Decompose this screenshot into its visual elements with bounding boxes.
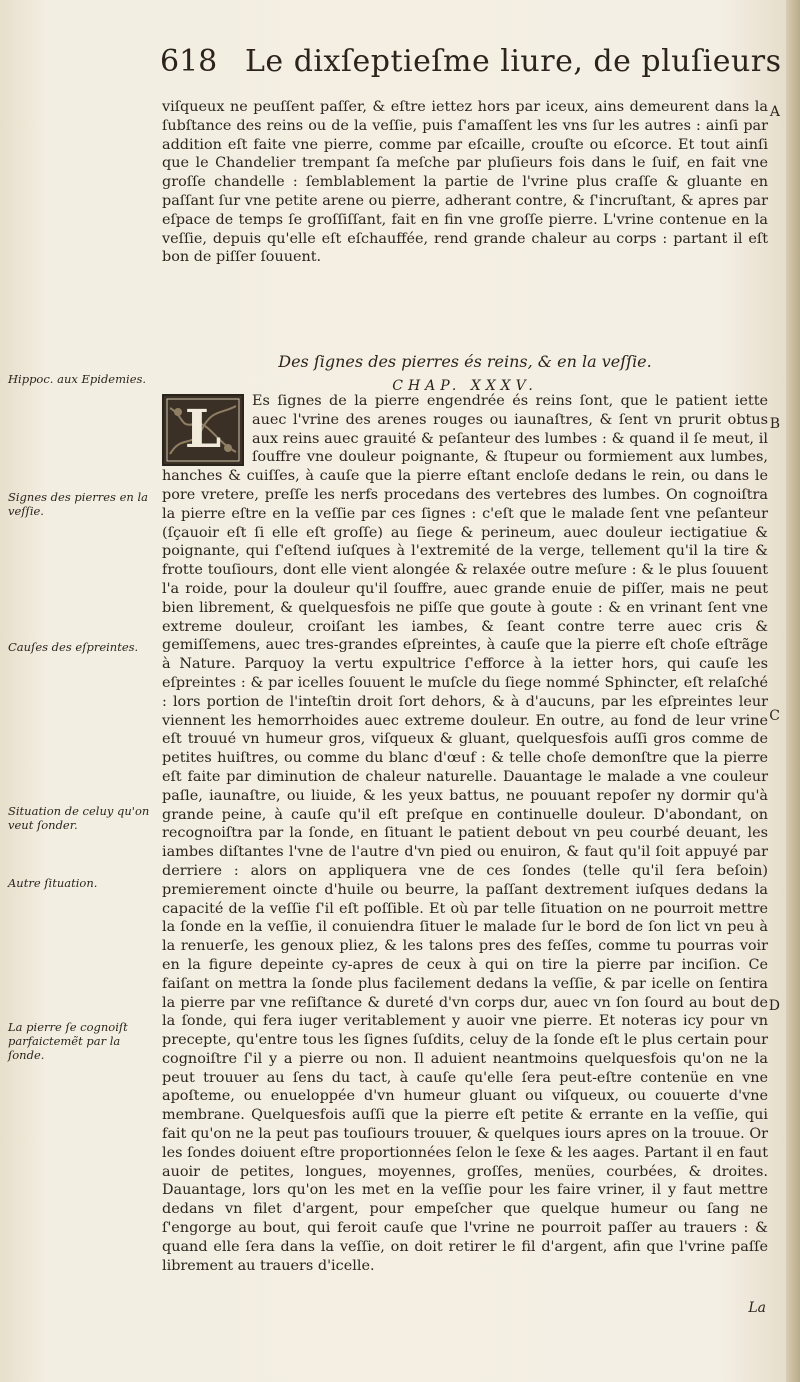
page-edge (786, 0, 800, 1382)
chapter-number: CHAP. XXXV. (392, 378, 538, 394)
running-title: Le dixſeptieſme liure, de pluſieurs (245, 44, 782, 79)
margin-note-signes: Signes des pierres en la veſſie. (8, 490, 149, 518)
paragraph-main-text: Es ſignes de la pierre engendrée és reins ſont, que le patient iette auec l'vrine des arenes rouges ou iaunaſtres, & ſent vn prurit obtus aux reins auec grauité & peſanteur des lumbes : & quand il ſe meut, il ſouffre vne douleur poignante, & ſtupeur ou formiement aux lumbes, hanches & cuiſſes, à cauſe que la pierre eſtant encloſe dedans le rein, ou dans le pore vretere, preſſe les nerfs procedans des vertebres des lumbes. On cognoiſtra la pierre eſtre en la veſſie par ces ſignes : c'eſt que le malade ſent vne peſanteur (ſçauoir eſt ſi elle eſt groſſe) au ſiege & perineum, auec douleur iectigatiue & poignante, qui ſ'eſtend iuſques à l'extremité de la verge, tellement qu'il la tire & frotte touſiours, dont elle vient alongée & relaxée outre meſure : & le plus ſouuent l'a roide, pour la douleur qu'il ſouffre, auec grande enuie de piſſer, mais ne peut bien librement, & quelquesfois ne piſſe que goute à goute : & en vrinant ſent vne extreme douleur, croiſant les iambes, & ſeant contre terre auec cris & gemiſſemens, auec tres-grandes eſpreintes, à cauſe que la pierre eſt choſe eſtrãge à Nature. Parquoy la vertu expultrice ſ'efforce à la ietter hors, qui cauſe les eſpreintes : & par icelles ſouuent le muſcle du ſiege nommé Sphincter, eſt relaſché : lors portion de l'inteſtin droit ſort dehors, & à d'aucuns, par les eſpreintes leur viennent les hemorrhoides auec extreme douleur. En outre, au fond de leur vrine eſt trouué vn humeur gros, viſqueux & gluant, quelquesfois auſſi gros comme de petites huiſtres, ou comme du blanc d'œuf : & telle choſe demonſtre que la pierre eſt faite par diminution de chaleur naturelle. Dauantage le malade a vne couleur paſle, iaunaſtre, ou liuide, & les yeux battus, ne pouuant repoſer ny dormir qu'à grande peine, à cauſe qu'il eſt preſque en continuelle douleur. D'abondant, on recognoiſtra par la ſonde, en ſituant le patient debout vn peu courbé deuant, les iambes diſtantes l'vne de l'autre d'vn pied ou enuiron, & faut qu'il ſoit appuyé par derriere : alors on appliquera vne de ces ſondes (telle qu'il ſera beſoin) premierement oincte d'huile ou beurre, la paſſant dextrement iuſques dedans la capacité de la veſſie ſ'il eſt poſſible. Et où par telle ſituation on ne pourroit mettre la ſonde en la veſſie, il conuiendra ſituer le malade ſur le bord de ſon lict vn peu à la renuerſe, les genoux pliez, & les talons pres des feſſes, comme tu pourras voir en la figure depeinte cy-apres de ceux à qui on tire la pierre par inciſion. Ce faiſant on mettra la ſonde plus facilement dedans la veſſie, & par icelle on ſentira la pierre par vne reſiſtance & dureté d'vn corps dur, auec vn ſon ſourd au bout de la ſonde, qui fera iuger veritablement y auoir vne pierre. Et noteras icy pour vn precepte, qu'entre tous les ſignes ſuſdits, celuy de la ſonde eſt le plus certain pour cognoiſtre ſ'il y a pierre ou non. Il aduient neantmoins quelquesfois qu'on ne la peut trouuer au ſens du tact, à cauſe qu'elle ſera peut-eſtre contenüe en vne apoſteme, ou enueloppée d'vn humeur gluant ou viſqueux, ou couuerte d'vne membrane. Quelquesfois auſſi que la pierre eſt petite & errante en la veſſie, qui fait qu'on ne la peut pas touſiours trouuer, & quelques iours apres on la trouue. Or les ſondes doiuent eſtre proportionnées ſelon le ſexe & les aages. Partant il en faut auoir de petites, longues, moyennes, groſſes, menües, courbées, & droites. Dauantage, lors qu'on les met en la veſſie pour les faire vriner, il y faut mettre dedans vn filet d'argent, pour empeſcher que quelque humeur ou ſang ne ſ'engorge au bout, qui feroit cauſe que l'vrine ne pourroit paſſer au trauers : & quand elle ſera dans la veſſie, on doit retirer le fil d'argent, afin que l'vrine paſſe librement au trauers d'icelle. (162, 393, 768, 1274)
margin-note-autre-situation: Autre ſituation. (8, 876, 98, 890)
page-header (150, 44, 782, 90)
folio-number: 618 (160, 44, 218, 79)
dropcap-ornament (162, 394, 244, 466)
paragraph-main (162, 392, 768, 1275)
margin-note-situation: Situation de celuy qu'on veut ſonder. (8, 804, 150, 832)
side-letter-b: B (769, 416, 780, 432)
side-letter-a: A (769, 104, 780, 120)
section-title: Des ſignes des pierres és reins, & en la veſſie. (278, 352, 652, 371)
margin-note-causes: Cauſes des eſpreintes. (8, 640, 139, 654)
margin-note-sonde: La pierre ſe cognoiſt parfaictemẽt par la ſonde. (8, 1020, 128, 1062)
paragraph-top: viſqueux ne peuſſent paſſer, & eſtre iettez hors par iceux, ains demeurent dans la ſubſtance des reins ou de la veſſie, puis ſ'amaſſent les vns ſur les autres : ainſi par addition eſt faite vne pierre, comme par eſcaille, crouſte ou eſcorce. Et tout ainſi que le Chandelier trempant ſa meſche par pluſieurs fois dans le ſuif, en fait vne groſſe chandelle : ſemblablement la partie de l'vrine plus craſſe & gluante en paſſant ſur vne petite arene ou pierre, adherant contre, & ſ'incruſtant, & apres par eſpace de temps ſe groſſiſſant, fait en fin vne groſſe pierre. L'vrine contenue en la veſſie, depuis qu'elle eſt eſchauffée, rend grande chaleur au corps : partant il eſt bon de piſſer ſouuent. (162, 99, 768, 266)
side-letter-d: D (768, 998, 780, 1014)
catchword: La (748, 1300, 766, 1316)
margin-note-hippocrates: Hippoc. aux Epidemies. (8, 372, 147, 386)
side-letter-c: C (769, 708, 780, 724)
dropcap-letter: L (184, 399, 222, 460)
